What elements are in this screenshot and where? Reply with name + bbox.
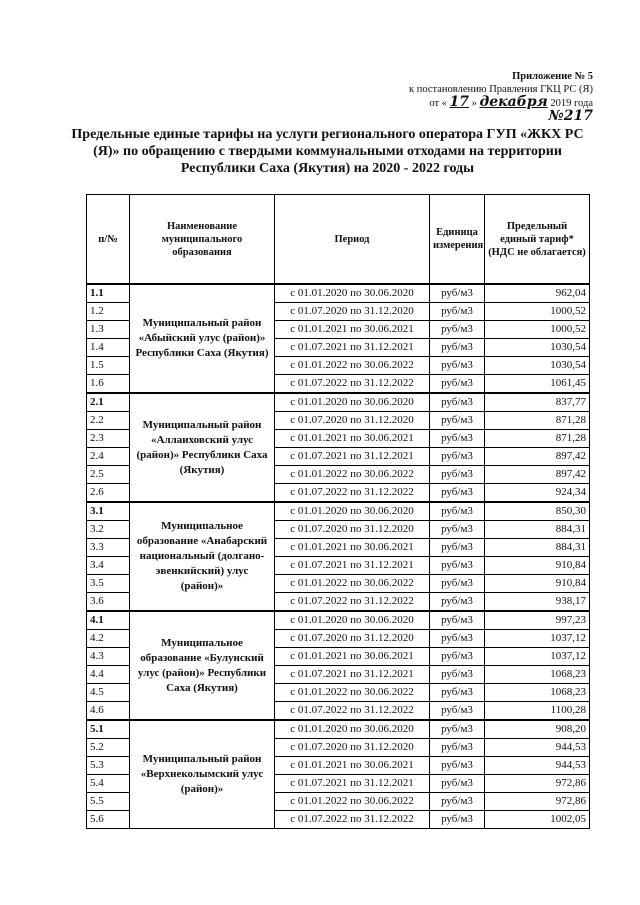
- period-cell: с 01.07.2022 по 31.12.2022: [275, 811, 430, 829]
- row-number: 2.3: [87, 430, 130, 448]
- period-cell: с 01.07.2022 по 31.12.2022: [275, 484, 430, 503]
- period-cell: с 01.07.2022 по 31.12.2022: [275, 593, 430, 612]
- municipality-name: Муниципальное образование «Анабарский национальный (долгано-эвенкийский) улус (район)»: [130, 502, 275, 611]
- tariff-value: 871,28: [485, 430, 590, 448]
- unit-cell: руб/м3: [430, 303, 485, 321]
- unit-cell: руб/м3: [430, 593, 485, 612]
- unit-cell: руб/м3: [430, 539, 485, 557]
- unit-cell: руб/м3: [430, 466, 485, 484]
- tariff-value: 850,30: [485, 502, 590, 521]
- period-cell: с 01.01.2020 по 30.06.2020: [275, 284, 430, 303]
- unit-cell: руб/м3: [430, 666, 485, 684]
- unit-cell: руб/м3: [430, 284, 485, 303]
- tariff-value: 1030,54: [485, 357, 590, 375]
- row-number: 5.3: [87, 757, 130, 775]
- municipality-name: Муниципальный район «Верхнеколымский улус (район)»: [130, 720, 275, 829]
- tariff-value: 938,17: [485, 593, 590, 612]
- row-number: 4.2: [87, 630, 130, 648]
- unit-cell: руб/м3: [430, 521, 485, 539]
- tariff-value: 1030,54: [485, 339, 590, 357]
- unit-cell: руб/м3: [430, 684, 485, 702]
- period-cell: с 01.07.2021 по 31.12.2021: [275, 775, 430, 793]
- tariff-value: 910,84: [485, 575, 590, 593]
- tariff-value: 944,53: [485, 739, 590, 757]
- table-row: [87, 393, 590, 412]
- tariff-value: 997,23: [485, 611, 590, 630]
- row-number: 3.3: [87, 539, 130, 557]
- period-cell: с 01.07.2020 по 31.12.2020: [275, 412, 430, 430]
- unit-cell: руб/м3: [430, 611, 485, 630]
- unit-cell: руб/м3: [430, 720, 485, 739]
- tariff-value: 897,42: [485, 466, 590, 484]
- period-cell: с 01.01.2022 по 30.06.2022: [275, 575, 430, 593]
- period-cell: с 01.01.2021 по 30.06.2021: [275, 321, 430, 339]
- tariff-value: 944,53: [485, 757, 590, 775]
- tariff-value: 1002,05: [485, 811, 590, 829]
- period-cell: с 01.07.2021 по 31.12.2021: [275, 339, 430, 357]
- tariff-value: 837,77: [485, 393, 590, 412]
- table-row: [87, 720, 590, 739]
- row-number: 1.5: [87, 357, 130, 375]
- header-unit: Единица измерения: [430, 195, 485, 285]
- row-number: 5.4: [87, 775, 130, 793]
- tariff-value: 1061,45: [485, 375, 590, 394]
- row-number: 5.5: [87, 793, 130, 811]
- row-number: 2.2: [87, 412, 130, 430]
- period-cell: с 01.07.2021 по 31.12.2021: [275, 557, 430, 575]
- table-body: [87, 284, 590, 829]
- header-period: Период: [275, 195, 430, 285]
- date-mid: »: [471, 98, 477, 109]
- table-row: [87, 284, 590, 303]
- date-day: 17: [449, 94, 470, 110]
- row-number: 1.3: [87, 321, 130, 339]
- unit-cell: руб/м3: [430, 739, 485, 757]
- period-cell: с 01.07.2021 по 31.12.2021: [275, 666, 430, 684]
- tariff-value: 1068,23: [485, 666, 590, 684]
- table-row: [87, 611, 590, 630]
- date-year: 2019 года: [550, 98, 593, 109]
- row-number: 3.1: [87, 502, 130, 521]
- row-number: 5.6: [87, 811, 130, 829]
- tariff-value: 884,31: [485, 521, 590, 539]
- period-cell: с 01.01.2022 по 30.06.2022: [275, 466, 430, 484]
- row-number: 1.6: [87, 375, 130, 394]
- tariff-value: 910,84: [485, 557, 590, 575]
- row-number: 5.2: [87, 739, 130, 757]
- municipality-name: Муниципальный район «Аллаиховский улус (район)» Республики Саха (Якутия): [130, 393, 275, 502]
- unit-cell: руб/м3: [430, 375, 485, 394]
- page-title: Предельные единые тарифы на услуги регионального оператора ГУП «ЖКХ РС (Я)» по обращению с твердыми коммунальными отходами на территории Республики Саха (Якутия) на 2020 - 2022 годы: [71, 127, 584, 176]
- period-cell: с 01.01.2020 по 30.06.2020: [275, 502, 430, 521]
- tariff-value: 884,31: [485, 539, 590, 557]
- row-number: 4.4: [87, 666, 130, 684]
- row-number: 4.3: [87, 648, 130, 666]
- period-cell: с 01.01.2022 по 30.06.2022: [275, 357, 430, 375]
- tariff-value: 1100,28: [485, 702, 590, 721]
- row-number: 1.4: [87, 339, 130, 357]
- period-cell: с 01.07.2020 по 31.12.2020: [275, 739, 430, 757]
- row-number: 2.6: [87, 484, 130, 503]
- tariff-value: 1037,12: [485, 648, 590, 666]
- unit-cell: руб/м3: [430, 321, 485, 339]
- row-number: 2.5: [87, 466, 130, 484]
- row-number: 3.2: [87, 521, 130, 539]
- period-cell: с 01.01.2022 по 30.06.2022: [275, 684, 430, 702]
- header-municipality: Наименование муниципального образования: [130, 195, 275, 285]
- tariff-value: 1037,12: [485, 630, 590, 648]
- appendix-resolution: к постановлению Правления ГКЦ РС (Я): [409, 84, 593, 95]
- date-month: декабря: [479, 94, 548, 110]
- row-number: 4.1: [87, 611, 130, 630]
- period-cell: с 01.01.2020 по 30.06.2020: [275, 720, 430, 739]
- unit-cell: руб/м3: [430, 339, 485, 357]
- appendix-number: Приложение № 5: [512, 71, 593, 82]
- period-cell: с 01.07.2020 по 31.12.2020: [275, 303, 430, 321]
- period-cell: с 01.01.2021 по 30.06.2021: [275, 539, 430, 557]
- tariff-value: 871,28: [485, 412, 590, 430]
- tariff-table: [86, 194, 590, 829]
- period-cell: с 01.07.2020 по 31.12.2020: [275, 630, 430, 648]
- tariff-value: 1068,23: [485, 684, 590, 702]
- date-prefix: от «: [429, 98, 447, 109]
- unit-cell: руб/м3: [430, 630, 485, 648]
- unit-cell: руб/м3: [430, 575, 485, 593]
- row-number: 3.6: [87, 593, 130, 612]
- unit-cell: руб/м3: [430, 357, 485, 375]
- table-row: [87, 502, 590, 521]
- period-cell: с 01.01.2021 по 30.06.2021: [275, 648, 430, 666]
- unit-cell: руб/м3: [430, 811, 485, 829]
- unit-cell: руб/м3: [430, 775, 485, 793]
- appendix-header: [409, 70, 593, 123]
- tariff-value: 962,04: [485, 284, 590, 303]
- header-tariff: Предельный единый тариф* (НДС не облагается): [485, 195, 590, 285]
- municipality-name: Муниципальное образование «Булунский улус (район)» Республики Саха (Якутия): [130, 611, 275, 720]
- unit-cell: руб/м3: [430, 502, 485, 521]
- period-cell: с 01.07.2022 по 31.12.2022: [275, 375, 430, 394]
- row-number: 4.5: [87, 684, 130, 702]
- row-number: 1.1: [87, 284, 130, 303]
- tariff-value: 897,42: [485, 448, 590, 466]
- document-number: №217: [548, 108, 593, 124]
- period-cell: с 01.01.2021 по 30.06.2021: [275, 430, 430, 448]
- unit-cell: руб/м3: [430, 757, 485, 775]
- tariff-value: 908,20: [485, 720, 590, 739]
- period-cell: с 01.07.2020 по 31.12.2020: [275, 521, 430, 539]
- period-cell: с 01.01.2020 по 30.06.2020: [275, 611, 430, 630]
- unit-cell: руб/м3: [430, 793, 485, 811]
- row-number: 2.4: [87, 448, 130, 466]
- unit-cell: руб/м3: [430, 702, 485, 721]
- unit-cell: руб/м3: [430, 484, 485, 503]
- row-number: 1.2: [87, 303, 130, 321]
- unit-cell: руб/м3: [430, 412, 485, 430]
- tariff-value: 972,86: [485, 775, 590, 793]
- row-number: 3.4: [87, 557, 130, 575]
- unit-cell: руб/м3: [430, 448, 485, 466]
- tariff-value: 972,86: [485, 793, 590, 811]
- period-cell: с 01.01.2020 по 30.06.2020: [275, 393, 430, 412]
- unit-cell: руб/м3: [430, 393, 485, 412]
- tariff-value: 1000,52: [485, 321, 590, 339]
- row-number: 5.1: [87, 720, 130, 739]
- unit-cell: руб/м3: [430, 430, 485, 448]
- period-cell: с 01.01.2022 по 30.06.2022: [275, 793, 430, 811]
- header-num: п/№: [87, 195, 130, 285]
- row-number: 3.5: [87, 575, 130, 593]
- tariff-value: 1000,52: [485, 303, 590, 321]
- row-number: 4.6: [87, 702, 130, 721]
- table-header-row: [87, 195, 590, 285]
- municipality-name: Муниципальный район «Абыйский улус (район)» Республики Саха (Якутия): [130, 284, 275, 393]
- tariff-value: 924,34: [485, 484, 590, 503]
- period-cell: с 01.07.2021 по 31.12.2021: [275, 448, 430, 466]
- unit-cell: руб/м3: [430, 557, 485, 575]
- period-cell: с 01.01.2021 по 30.06.2021: [275, 757, 430, 775]
- period-cell: с 01.07.2022 по 31.12.2022: [275, 702, 430, 721]
- unit-cell: руб/м3: [430, 648, 485, 666]
- row-number: 2.1: [87, 393, 130, 412]
